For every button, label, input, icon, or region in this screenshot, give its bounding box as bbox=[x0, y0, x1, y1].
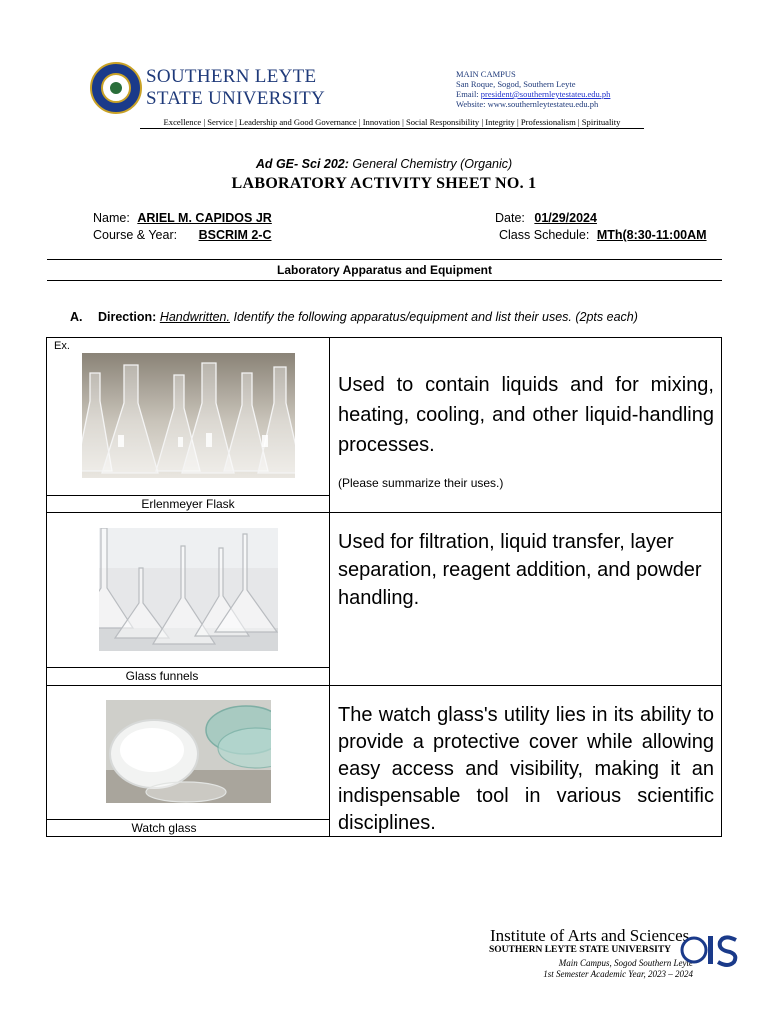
ias-logo bbox=[680, 928, 740, 970]
name-field bbox=[93, 211, 272, 225]
row1-note: (Please summarize their uses.) bbox=[338, 476, 504, 490]
caption-divider-2 bbox=[46, 667, 330, 668]
university-seal-logo bbox=[90, 62, 142, 114]
schedule-field bbox=[499, 228, 707, 242]
university-name-line2: STATE UNIVERSITY bbox=[146, 88, 326, 109]
table-row-divider-1 bbox=[46, 512, 722, 513]
table-column-divider bbox=[329, 337, 330, 837]
university-name-line1: SOUTHERN LEYTE bbox=[146, 66, 317, 87]
direction-label: Direction: bbox=[97, 310, 157, 324]
campus-address: San Roque, Sogod, Southern Leyte bbox=[456, 79, 576, 89]
course-year-label: Course & Year: bbox=[93, 228, 178, 242]
row3-caption: Watch glass bbox=[131, 821, 197, 835]
watch-glass-image bbox=[106, 700, 271, 803]
sheet-title: LABORATORY ACTIVITY SHEET NO. 1 bbox=[231, 175, 537, 192]
row2-caption: Glass funnels bbox=[125, 669, 199, 683]
row1-answer: Used to contain liquids and for mixing, heating, cooling, and other liquid-handling processes. bbox=[338, 374, 714, 456]
table-row-divider-2 bbox=[46, 685, 722, 686]
section-rule-top bbox=[47, 259, 722, 260]
date-label: Date: bbox=[495, 211, 525, 225]
section-rule-bottom bbox=[47, 280, 722, 281]
website-label: Website: bbox=[456, 99, 486, 109]
row2-answer: Used for filtration, liquid transfer, layer separation, reagent addition, and powder handling. bbox=[338, 531, 702, 609]
example-label: Ex. bbox=[54, 340, 70, 352]
erlenmeyer-flask-image bbox=[82, 353, 295, 478]
caption-divider-1 bbox=[46, 495, 330, 496]
direction-text: Identify the following apparatus/equipment and list their uses. (2pts each) bbox=[233, 310, 638, 324]
course-heading bbox=[0, 157, 768, 171]
date-value: 01/29/2024 bbox=[534, 211, 597, 225]
row1-caption: Erlenmeyer Flask bbox=[141, 497, 235, 511]
email-label: Email: bbox=[456, 89, 479, 99]
campus-contact-block bbox=[456, 69, 610, 109]
name-value: ARIEL M. CAPIDOS JR bbox=[137, 211, 272, 225]
direction-line bbox=[70, 310, 638, 324]
name-label: Name: bbox=[93, 211, 130, 225]
course-year-value: BSCRIM 2-C bbox=[198, 228, 272, 242]
direction-handwritten: Handwritten. bbox=[159, 310, 230, 324]
row3-answer: The watch glass's utility lies in its ability to provide a protective cover while allowing easy access and visibility, making it an indispensable tool in various scientific disciplines. bbox=[338, 704, 714, 834]
footer-institute: Institute of Arts and Sciences bbox=[490, 926, 690, 945]
date-field bbox=[495, 211, 597, 225]
footer-campus: Main Campus, Sogod Southern Leyte bbox=[558, 958, 693, 968]
caption-divider-3 bbox=[46, 819, 330, 820]
core-values-line: Excellence | Service | Leadership and Good Governance | Innovation | Social Responsibility | Integrity | Professionalism | Spirituality bbox=[140, 117, 644, 129]
schedule-value: MTh(8:30-11:00AM bbox=[596, 228, 707, 242]
course-name: General Chemistry (Organic) bbox=[352, 157, 513, 171]
footer-semester: 1st Semester Academic Year, 2023 – 2024 bbox=[543, 969, 693, 979]
email-link[interactable]: president@southernleytestateu.edu.ph bbox=[480, 89, 611, 99]
course-code: Ad GE- Sci 202: bbox=[255, 157, 349, 171]
section-title: Laboratory Apparatus and Equipment bbox=[277, 263, 492, 277]
website-link[interactable]: www.southernleytestateu.edu.ph bbox=[487, 99, 599, 109]
campus-label: MAIN CAMPUS bbox=[456, 69, 516, 79]
university-name bbox=[146, 66, 325, 110]
direction-letter: A. bbox=[70, 310, 83, 324]
glass-funnels-image bbox=[99, 528, 278, 651]
schedule-label: Class Schedule: bbox=[499, 228, 590, 242]
course-year-field bbox=[93, 228, 300, 242]
footer-university: SOUTHERN LEYTE STATE UNIVERSITY bbox=[489, 945, 672, 955]
